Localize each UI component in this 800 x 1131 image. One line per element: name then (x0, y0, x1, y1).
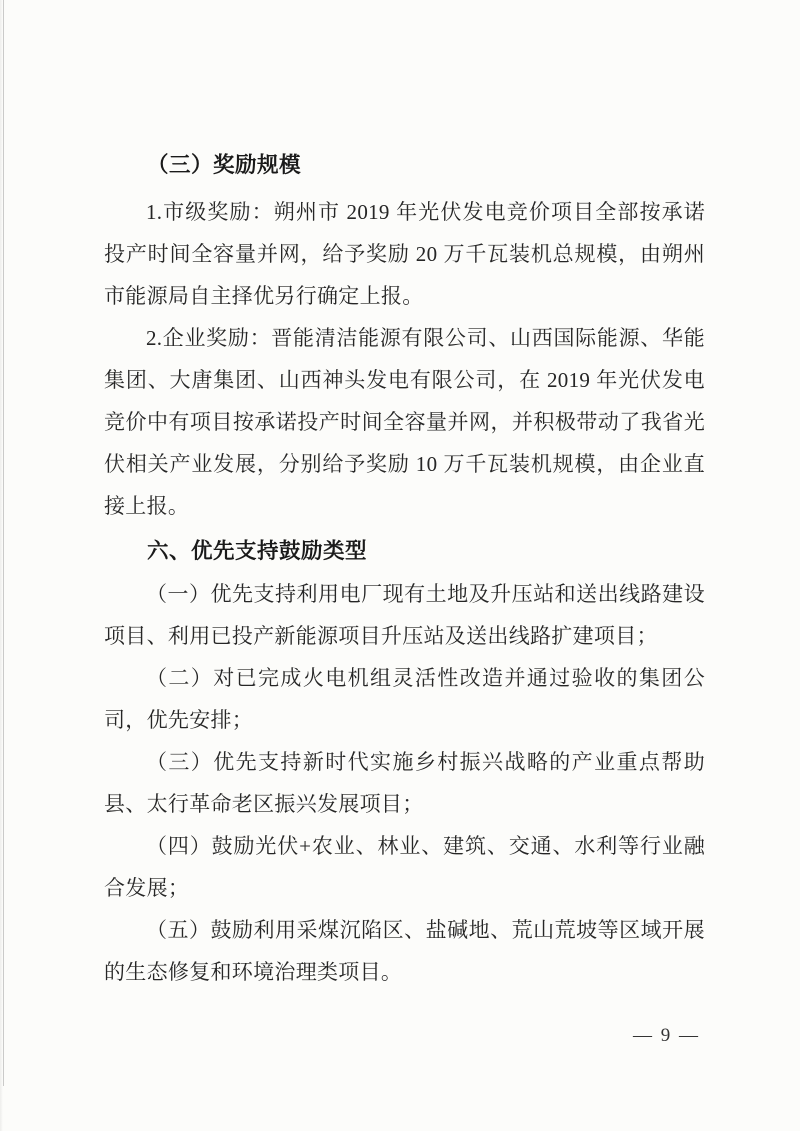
paragraph-priority-item-2: （二）对已完成火电机组灵活性改造并通过验收的集团公司，优先安排； (104, 666, 705, 732)
document-body (104, 144, 705, 993)
paragraph-priority-item-5: （五）鼓励利用采煤沉陷区、盐碱地、荒山荒坡等区域开展的生态修复和环境治理类项目。 (104, 918, 705, 984)
paragraph-enterprise-reward: 2.企业奖励：晋能清洁能源有限公司、山西国际能源、华能集团、大唐集团、山西神头发电有限公司，在 2019 年光伏发电竞价中有项目按承诺投产时间全容量并网，并积极带动了我省光伏相关产业发展，分别给予奖励 10 万千瓦装机规模，由企业直接上报。 (104, 326, 705, 518)
paragraph-priority-item-4: （四）鼓励光伏+农业、林业、建筑、交通、水利等行业融合发展； (104, 834, 705, 900)
scan-edge-line (3, 0, 4, 1086)
paragraph-priority-item-1: （一）优先支持利用电厂现有土地及升压站和送出线路建设项目、利用已投产新能源项目升压站及送出线路扩建项目； (104, 582, 705, 648)
section-heading-priority-support-types: 六、优先支持鼓励类型 (147, 539, 368, 563)
section-heading-reward-scale: （三）奖励规模 (147, 153, 302, 177)
paragraph-priority-item-3: （三）优先支持新时代实施乡村振兴战略的产业重点帮助县、太行革命老区振兴发展项目； (104, 750, 705, 816)
paragraph-city-level-reward: 1.市级奖励：朔州市 2019 年光伏发电竞价项目全部按承诺投产时间全容量并网，给予奖励 20 万千瓦装机总规模，由朔州市能源局自主择优另行确定上报。 (104, 200, 705, 308)
page-number: — 9 — (633, 1025, 700, 1046)
